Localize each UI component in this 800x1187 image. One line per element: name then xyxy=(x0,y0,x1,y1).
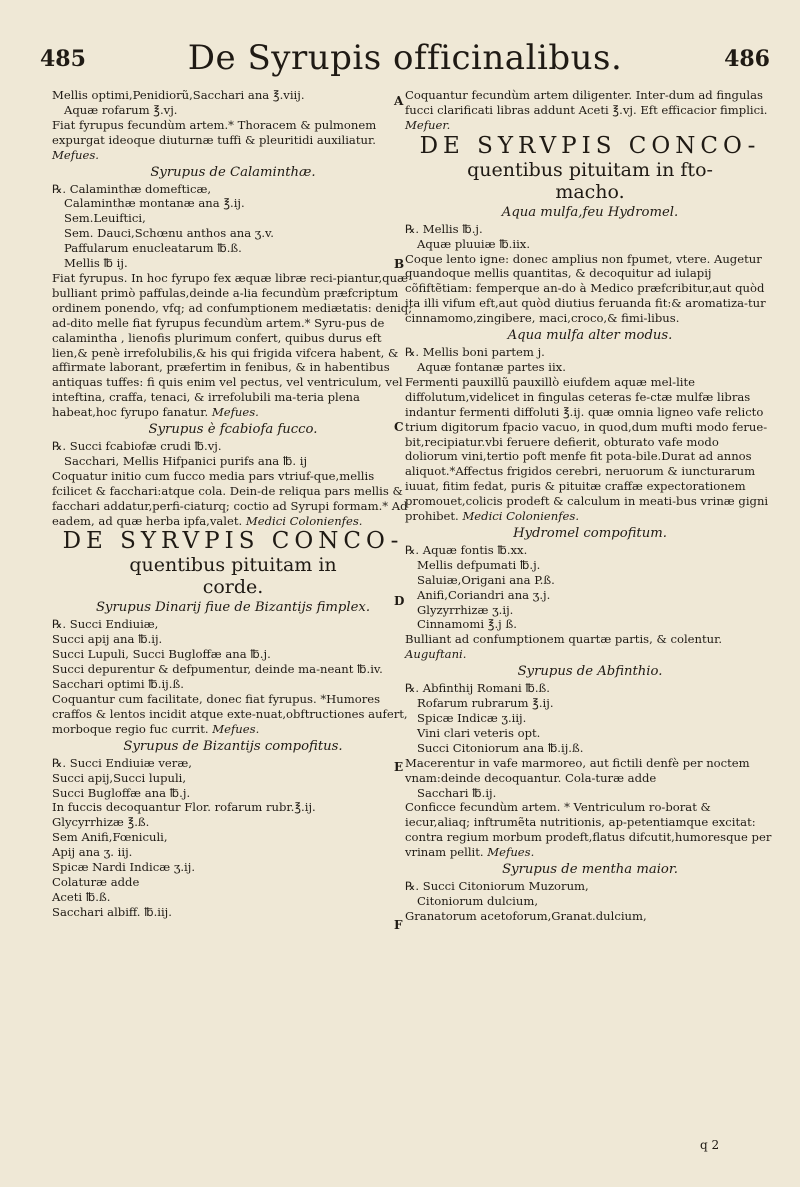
section-heading: Hydromel compofitum. xyxy=(513,525,667,541)
recipe-line: Anifi,Coriandri ana ʒ.j. xyxy=(417,587,551,602)
recipe-line: Succi Citoniorum ana ℔.ij.ß. xyxy=(417,740,584,755)
recipe-line: Sem Anifi,Fœniculi, xyxy=(52,830,168,845)
paragraph: Coquantur fecundùm artem diligenter. Inter-dum ad fingulas fucci clarificati libras addunt Aceti ℥.vj. Eft efficacior fimplici. Mefuer. xyxy=(405,88,768,132)
recipe-line: Sem.Leuiftici, xyxy=(64,211,146,226)
recipe-line: Saluiæ,Origani ana P.ß. xyxy=(417,572,555,587)
recipe-line: Spicæ Indicæ ʒ.iij. xyxy=(417,711,527,725)
paragraph: Macerentur in vafe marmoreo, aut fictili denfè per noctem vnam:deinde decoquantur. Cola-turæ adde xyxy=(405,755,750,785)
recipe-line: Vini clari veteris opt. xyxy=(417,725,541,740)
paragraph: Coquantur cum facilitate, donec fiat fyrupus. *Humores craffos & lentos incidit atque exte-nuat,obftructiones aufert, morboque regio fuc currit. Mefues. xyxy=(52,692,408,736)
recipe-line: ℞. Aquæ fontis ℔.xx. xyxy=(405,542,528,557)
recipe-line: Aquæ pluuiæ ℔.iix. xyxy=(417,236,531,251)
author-ref: Medici Colonienfes. xyxy=(245,513,363,528)
paragraph: Conficce fecundùm artem. * Ventriculum ro-borat & iecur,aliaq; inftrumẽta nutritionis, ap-petentiamque excitat: contra regium morbum prodeft,flatus difcutit,humoresque per vrinam pellit. Mefues. xyxy=(405,800,772,860)
section-heading: Syrupus Dinarij fiue de Bizantijs fimplex. xyxy=(95,600,371,616)
recipe-line: Citoniorum dulcium, xyxy=(417,893,539,908)
paragraph: Fiat fyrupus. In hoc fyrupo fex æquæ libræ reci-piantur,quæ bulliant primò paffulas,deinde a-lia fecundùm præfcriptum ordinem ponendo, vfq; ad confumptionem mediætatis: deniq; ad-dito melle fiat fyrupus fecundùm artem.* Syru-pus de calamintha , lienofis plurimum confert, quibus durus eft lien,& penè irrefolubilis,& his qui frigida vifcera habent, & affirmate laborant, præfertim in fenibus, & in habentibus antiquas tuffes: fi quis enim vel pectus, vel ventriculum, vel inteftina, craffa, tenaci, & irrefolubili ma-teria plena habeat,hoc fyrupo fanatur. Mefues. xyxy=(52,270,413,420)
chapter-subheading: macho. xyxy=(555,180,625,203)
section-heading: Aqua mulfa,feu Hydromel. xyxy=(501,204,679,220)
author-ref: Mefues. xyxy=(212,721,260,736)
recipe-line: Paffularum enucleatarum ℔.ß. xyxy=(64,241,242,256)
author-ref: Mefues. xyxy=(52,147,99,162)
margin-letter-a: A xyxy=(394,94,404,108)
recipe-line: Aquæ fontanæ partes iix. xyxy=(417,359,566,374)
section-heading: Syrupus de Abfinthio. xyxy=(517,664,663,680)
recipe-line: Succi depurentur & defpumentur, deinde ma-neant ℔.iv. xyxy=(52,662,383,677)
recipe-line: ℞. Succi fcabiofæ crudi ℔.vj. xyxy=(52,439,222,454)
section-heading: Syrupus de mentha maior. xyxy=(502,862,678,878)
section-heading: Syrupus de Bizantijs compofitus. xyxy=(123,738,343,754)
margin-letter-d: D xyxy=(394,594,405,608)
author-ref: Medici Colonienfes. xyxy=(462,509,580,524)
recipe-line: Glycyrrhizæ ℥.ß. xyxy=(52,815,150,830)
recipe-line: Mellis ℔ ij. xyxy=(64,256,128,271)
recipe-line: ℞. Mellis boni partem j. xyxy=(405,345,545,360)
chapter-subheading: quentibus pituitam in fto- xyxy=(467,158,713,181)
left-column xyxy=(52,88,414,920)
chapter-heading: DE SYRVPIS CONCO- xyxy=(62,528,404,555)
recipe-line: Succi apij ana ℔.ij. xyxy=(52,632,163,647)
section-heading: Aqua mulfa alter modus. xyxy=(507,328,673,344)
recipe-line: Succi Bugloffæ ana ℔.j. xyxy=(52,785,191,800)
recipe-line: Cinnamomi ℥.j ß. xyxy=(417,617,517,632)
author-ref: Mefuer. xyxy=(405,117,451,132)
recipe-line: ℞. Succi Citoniorum Muzorum, xyxy=(405,879,589,894)
recipe-line: Mellis optimi,Penidiorũ,Sacchari ana ℥.viij. xyxy=(52,88,305,102)
recipe-line: ℞. Succi Endiuiæ, xyxy=(52,617,159,632)
page-number-left: 485 xyxy=(40,46,86,72)
page-header xyxy=(40,38,770,82)
recipe-line: ℞. Mellis ℔.j. xyxy=(405,221,483,236)
recipe-line: Glyzyrrhizæ ʒ.ij. xyxy=(417,602,514,617)
recipe-line: Apij ana ʒ. iij. xyxy=(52,845,133,860)
author-ref: Mefues. xyxy=(487,845,535,860)
recipe-line: In fuccis decoquantur Flor. rofarum rubr.℥.ij. xyxy=(52,800,316,815)
recipe-line: Mellis defpumati ℔.j. xyxy=(417,557,541,572)
section-heading: Syrupus de Calaminthæ. xyxy=(150,164,316,180)
running-title: De Syrupis officinalibus. xyxy=(187,38,623,78)
author-ref: Auguftani. xyxy=(405,647,467,662)
recipe-line: Granatorum acetoforum,Granat.dulcium, xyxy=(405,908,647,923)
recipe-line: Sacchari, Mellis Hifpanici purifs ana ℔. ij xyxy=(64,453,308,468)
paragraph: Coque lento igne: donec amplius non fpumet, vtere. Augetur quandoque mellis quantitas, & decoquitur ad iulapij cõfiftẽtiam: femperque an-do à Medico præfcribitur,aut quòd ita illi vifum eft,aut quòd diutius feruanda fit:& aromatiza-tur cinnamomo,zingibere, maci,croco,& fimi-libus. xyxy=(405,251,766,326)
margin-letter-c: C xyxy=(394,420,404,434)
paragraph: Fiat fyrupus fecundùm artem.* Thoracem & pulmonem expurgat ideoque diuturnæ tuffi & pleuritidi auxiliatur. Mefues. xyxy=(52,117,377,162)
recipe-line: Aquæ rofarum ℥.vj. xyxy=(64,102,178,117)
margin-letter-b: B xyxy=(394,257,405,271)
paragraph: Coquatur initio cum fucco media pars vtriuf-que,mellis fcilicet & facchari:atque cola. Dein-de reliqua pars mellis & facchari addatur,perfi-ciaturq; coctio ad Syrupi formam.* Ad eadem, ad quæ herba ipfa,valet. Medici Colonienfes. xyxy=(52,468,408,528)
recipe-line: Sacchari optimi ℔.ij.ß. xyxy=(52,677,184,692)
recipe-line: Sem. Dauci,Schœnu anthos ana ʒ.v. xyxy=(64,226,274,241)
recipe-line: Sacchari albiff. ℔.iij. xyxy=(52,904,172,919)
recipe-line: ℞. Calaminthæ domefticæ, xyxy=(52,181,212,196)
author-ref: Mefues. xyxy=(211,405,259,420)
recipe-line: Calaminthæ montanæ ana ℥.ij. xyxy=(64,196,245,211)
chapter-heading: DE SYRVPIS CONCO- xyxy=(419,132,761,159)
margin-letter-e: E xyxy=(394,760,404,774)
recipe-line: Colaturæ adde xyxy=(52,874,140,889)
recipe-line: Aceti ℔.ß. xyxy=(52,889,111,904)
recipe-line: Sacchari ℔.ij. xyxy=(417,785,497,800)
recipe-line: Succi apij,Succi lupuli, xyxy=(52,770,187,785)
chapter-subheading: corde. xyxy=(202,576,264,599)
recipe-line: ℞. Succi Endiuiæ veræ, xyxy=(52,755,192,770)
catchword: q 2 xyxy=(700,1138,720,1152)
recipe-line: Spicæ Nardi Indicæ ʒ.ij. xyxy=(52,860,196,875)
page-number-right: 486 xyxy=(724,46,770,72)
right-column xyxy=(405,88,775,924)
recipe-line: Rofarum rubrarum ℥.ij. xyxy=(417,696,554,711)
paragraph: Fermenti pauxillũ pauxillò eiufdem aquæ mel-lite diffolutum,videlicet in fingulas ceteras fe-ctæ mulfæ libras indantur fermenti diffoluti ℥.ij. quæ omnia ligneo vafe relicto trium digitorum fpacio vacuo, in quod,dum mufti modo ferue-bit,recipiatur.vbi feruere defierit, obturato vafe modo doliorum vini,tertio poft menfe fit pota-bile.Durat ad annos aliquot.*Affectus frigidos cerebri, neruorum & iuncturarum iuuat, fitim fedat, puris & pituitæ craffæ expectorationem promouet,colicis prodeft & calculum in meati-bus vrinæ gigni prohibet. Medici Colonienfes. xyxy=(405,374,769,524)
margin-letter-f: F xyxy=(394,918,403,932)
paragraph: Bulliant ad confumptionem quartæ partis, & colentur. Auguftani. xyxy=(405,632,723,662)
section-heading: Syrupus è fcabiofa fucco. xyxy=(148,422,318,438)
chapter-subheading: quentibus pituitam in xyxy=(129,554,337,577)
recipe-line: ℞. Abfinthij Romani ℔.ß. xyxy=(405,681,550,696)
recipe-line: Succi Lupuli, Succi Bugloffæ ana ℔.j. xyxy=(52,647,271,662)
